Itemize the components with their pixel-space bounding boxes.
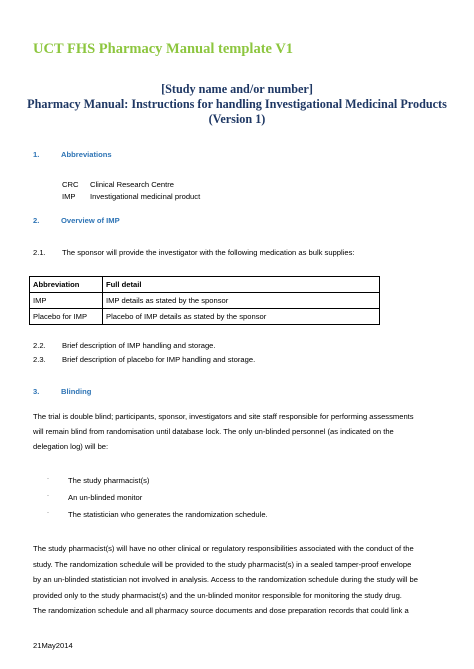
list-item-text: The study pharmacist(s) bbox=[68, 476, 150, 485]
abbreviation-value: Clinical Research Centre bbox=[90, 180, 174, 189]
item-text: The sponsor will provide the investigator with the following medication as bulk supplies: bbox=[62, 248, 355, 257]
footer-date: 21May2014 bbox=[33, 641, 73, 650]
table-row bbox=[30, 309, 380, 325]
bullet-marker: · bbox=[47, 493, 49, 499]
item-number: 2.3. bbox=[33, 355, 46, 364]
imp-table bbox=[29, 276, 380, 325]
section-number: 2. bbox=[33, 216, 40, 225]
item-number: 2.2. bbox=[33, 341, 46, 350]
paragraph-line: by an un-blinded statistician not involved in analysis. Access to the randomization schedule during the study will be bbox=[33, 575, 418, 584]
paragraph-line: delegation log) will be: bbox=[33, 442, 109, 451]
section-label: Overview of IMP bbox=[61, 216, 120, 225]
list-item-text: The statistician who generates the randomization schedule. bbox=[68, 510, 268, 519]
table-cell: IMP details as stated by the sponsor bbox=[103, 293, 380, 309]
paragraph-line: provided only to the study pharmacist(s) and the un-blinded monitor responsible for monitoring the study drug. bbox=[33, 590, 402, 600]
table-cell: Placebo for IMP bbox=[30, 309, 103, 325]
paragraph-line: The study pharmacist(s) will have no other clinical or regulatory responsibilities associated with the conduct of the bbox=[33, 544, 414, 553]
section-number: 1. bbox=[33, 150, 40, 159]
table-row bbox=[30, 293, 380, 309]
manual-heading: Pharmacy Manual: Instructions for handling Investigational Medicinal Products bbox=[27, 97, 447, 111]
table-header-cell: Full detail bbox=[103, 277, 380, 293]
bullet-marker: · bbox=[47, 476, 49, 482]
abbreviation-key: CRC bbox=[62, 180, 79, 189]
abbreviation-key: IMP bbox=[62, 192, 76, 201]
section-label: Blinding bbox=[61, 387, 92, 396]
paragraph-line: The trial is double blind; participants, sponsor, investigators and site staff responsible for performing assessments bbox=[33, 412, 414, 421]
table-header-cell: Abbreviation bbox=[30, 277, 103, 293]
item-text: Brief description of placebo for IMP handling and storage. bbox=[62, 355, 256, 364]
blinding-paragraph bbox=[33, 409, 443, 454]
item-number: 2.1. bbox=[33, 248, 46, 257]
bullet-marker: · bbox=[47, 510, 49, 516]
table-header-row bbox=[30, 277, 380, 293]
list-item-text: An un-blinded monitor bbox=[68, 493, 143, 502]
table-cell: Placebo of IMP details as stated by the sponsor bbox=[103, 309, 380, 325]
document-title: UCT FHS Pharmacy Manual template V1 bbox=[33, 41, 294, 57]
version-heading: (Version 1) bbox=[208, 112, 266, 126]
paragraph-line: will remain blind from randomisation until database lock. The only un-blinded personnel (as indicated on the bbox=[33, 427, 394, 436]
item-text: Brief description of IMP handling and storage. bbox=[62, 341, 216, 350]
section-number: 3. bbox=[33, 387, 40, 396]
paragraph-line: The randomization schedule and all pharmacy source documents and dose preparation records that could link a bbox=[33, 606, 409, 615]
paragraph-line: study. The randomization schedule will be provided to the study pharmacist(s) in a sealed tamper-proof envelope bbox=[33, 559, 412, 569]
abbreviation-value: Investigational medicinal product bbox=[90, 192, 201, 201]
table-cell: IMP bbox=[30, 293, 103, 309]
pharmacist-paragraph bbox=[33, 541, 443, 619]
study-name-heading: [Study name and/or number] bbox=[161, 82, 313, 96]
section-label: Abbreviations bbox=[61, 150, 112, 159]
